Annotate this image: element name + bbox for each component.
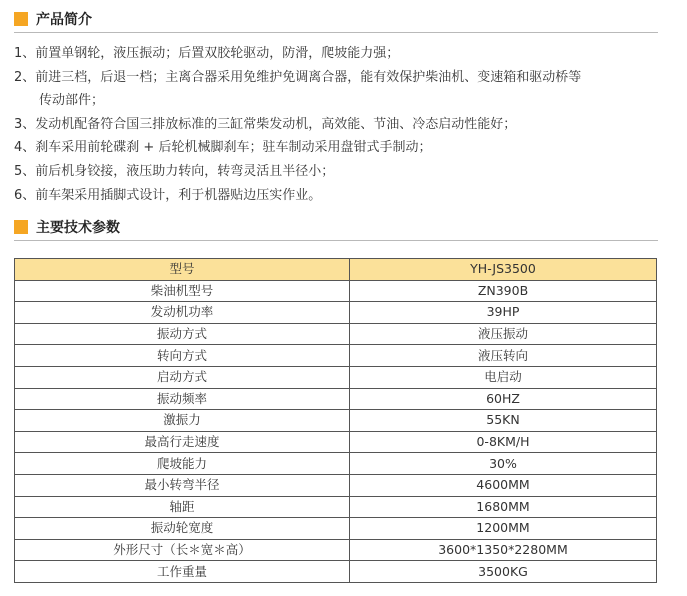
intro-item [14,42,664,66]
params-title: 主要技术参数 [36,220,120,236]
intro-item-text: 前车架采用插脚式设计，利于机器贴边压实作业。 [35,187,322,203]
spec-param-label: 最小转弯半径 [15,474,350,496]
intro-item-text: 前进三档，后退一档；主离合器采用免维护免调离合器，能有效保护柴油机、变速箱和驱动桥等 [35,69,582,85]
spec-param-value: 0-8KM/H [350,431,657,453]
spec-header-value: YH-JS3500 [350,259,657,281]
spec-param-label: 振动轮宽度 [15,518,350,540]
spec-param-label: 工作重量 [15,561,350,583]
intro-item-text: 发动机配备符合国三排放标准的三缸常柴发动机，高效能、节油、冷态启动性能好； [35,116,517,132]
spec-table-row [15,518,657,540]
intro-item-text: 前置单钢轮，液压振动；后置双胶轮驱动，防滑，爬坡能力强； [35,46,400,61]
section-marker-icon [14,12,28,26]
spec-param-value: 60HZ [350,388,657,410]
spec-table-row [15,561,657,583]
intro-item [14,113,664,137]
intro-section-header [14,8,658,33]
spec-param-label: 振动频率 [15,388,350,410]
spec-param-value: 1680MM [350,496,657,518]
spec-param-value: 3600*1350*2280MM [350,539,657,561]
params-section-header [14,216,658,241]
intro-item [14,160,664,184]
intro-item-number: 6、 [14,187,36,203]
spec-param-label: 振动方式 [15,323,350,345]
intro-item-number: 1、 [14,46,36,61]
spec-param-label: 柴油机型号 [15,280,350,302]
spec-param-label: 启动方式 [15,366,350,388]
spec-table [14,258,657,583]
intro-item-number: 5、 [14,163,36,179]
intro-item-number: 2、 [14,69,36,85]
spec-header-label: 型号 [15,259,350,281]
intro-item [14,184,664,208]
spec-table-row [15,474,657,496]
spec-param-label: 轴距 [15,496,350,518]
spec-param-value: 30% [350,453,657,475]
spec-table-row [15,410,657,432]
spec-table-row [15,431,657,453]
spec-param-label: 外形尺寸（长＊宽＊高） [15,539,350,561]
spec-param-value: 液压转向 [350,345,657,367]
intro-item-continuation: 传动部件； [39,93,105,109]
intro-item [14,136,664,160]
spec-param-label: 转向方式 [15,345,350,367]
spec-table-row [15,345,657,367]
intro-item-number: 3、 [14,116,36,132]
spec-table-header-row [15,259,657,281]
spec-param-value: 1200MM [350,518,657,540]
spec-param-label: 激振力 [15,410,350,432]
spec-param-label: 爬坡能力 [15,453,350,475]
intro-item-number: 4、 [14,140,36,156]
spec-param-value: 电启动 [350,366,657,388]
intro-item [14,66,664,113]
spec-param-value: ZN390B [350,280,657,302]
spec-table-row [15,323,657,345]
spec-param-value: 液压振动 [350,323,657,345]
section-marker-icon [14,220,28,234]
spec-table-body [15,259,657,583]
spec-table-row [15,539,657,561]
intro-item-text: 前后机身铰接，液压助力转向，转弯灵活且半径小； [35,163,335,179]
spec-table-row [15,280,657,302]
intro-list [14,42,664,207]
spec-table-row [15,388,657,410]
spec-param-value: 3500KG [350,561,657,583]
intro-item-text: 刹车采用前轮碟刹 + 后轮机械脚刹车；驻车制动采用盘钳式手制动； [35,140,432,156]
spec-param-value: 4600MM [350,474,657,496]
spec-param-label: 最高行走速度 [15,431,350,453]
spec-table-row [15,453,657,475]
spec-table-row [15,302,657,324]
intro-title: 产品简介 [36,12,92,28]
spec-table-row [15,366,657,388]
spec-param-value: 39HP [350,302,657,324]
spec-param-value: 55KN [350,410,657,432]
spec-table-row [15,496,657,518]
spec-param-label: 发动机功率 [15,302,350,324]
